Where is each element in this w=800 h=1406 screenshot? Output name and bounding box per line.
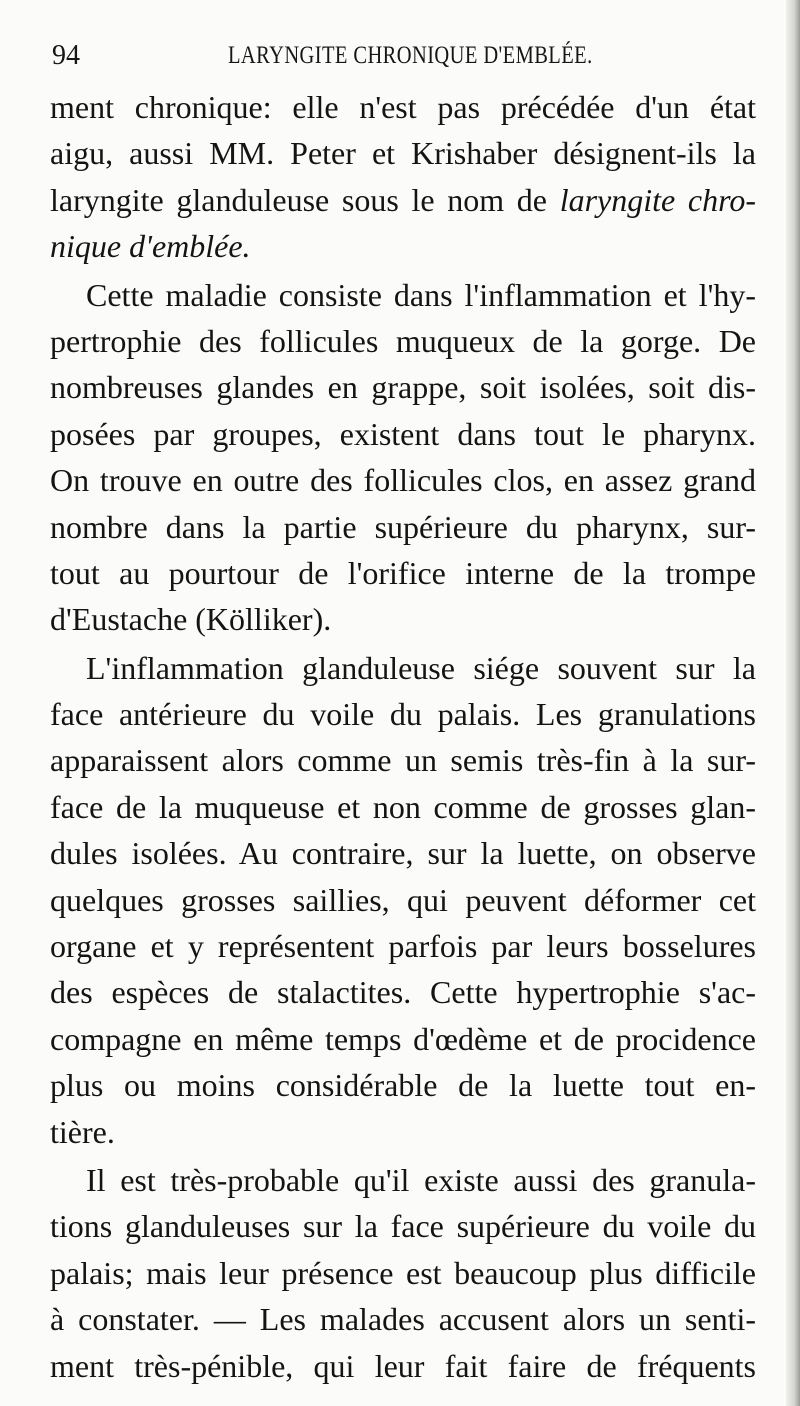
- text-line: tière.: [50, 1113, 115, 1150]
- text-line: compagne en même temps d'œdème et de procidence: [50, 1020, 756, 1057]
- text-line: On trouve en outre des follicules clos, en assez grand: [50, 462, 756, 499]
- text-line: nombreuses glandes en grappe, soit isolées, soit dis-: [50, 369, 756, 406]
- text-line: d'Eustache (Kölliker).: [50, 601, 332, 638]
- text-line: tout au pourtour de l'orifice interne de la trompe: [50, 554, 756, 591]
- text-line: ment chronique: elle n'est pas précédée d'un état: [50, 89, 756, 125]
- text-segment: laryngite glanduleuse sous le nom de: [50, 181, 560, 218]
- running-title: LARYNGITE CHRONIQUE D'EMBLÉE.: [228, 42, 593, 69]
- running-head: [52, 36, 752, 76]
- text-line: nombre dans la partie supérieure du pharynx, sur-: [50, 508, 756, 545]
- text-line: apparaissent alors comme un semis très-fin à la sur-: [50, 742, 756, 779]
- text-line: pertrophie des follicules muqueux de la gorge. De: [50, 322, 756, 359]
- paragraph-first-line: Cette maladie consiste dans l'inflammation et l'hy-: [86, 276, 756, 313]
- text-line: face antérieure du voile du palais. Les granulations: [50, 696, 756, 733]
- text-line: [50, 223, 756, 269]
- text-line: face de la muqueuse et non comme de grosses glan-: [50, 788, 756, 825]
- text-line: dules isolées. Au contraire, sur la luette, on observe: [50, 835, 756, 872]
- text-line: tions glanduleuses sur la face supérieure du voile du: [50, 1208, 756, 1245]
- text-line: à constater. — Les malades accusent alors un senti-: [50, 1301, 756, 1338]
- text-line: organe et y représentent parfois par leurs bosselures: [50, 928, 756, 965]
- text-line: palais; mais leur présence est beaucoup plus difficile: [50, 1254, 756, 1291]
- text-line: quelques grosses saillies, qui peuvent déformer cet: [50, 881, 756, 918]
- text-line: des espèces de stalactites. Cette hypertrophie s'ac-: [50, 974, 756, 1011]
- page-number: 94: [52, 40, 80, 71]
- text-line: ment très-pénible, qui leur fait faire de fréquents: [50, 1347, 756, 1384]
- italic-term: nique d'emblée.: [50, 228, 251, 265]
- text-line: [50, 177, 756, 223]
- page-edge-shadow: [786, 0, 800, 1406]
- text-line: aigu, aussi MM. Peter et Krishaber désignent-ils la: [50, 135, 756, 172]
- text-line: posées par groupes, existent dans tout le pharynx.: [50, 415, 756, 452]
- italic-term: laryngite chro-: [559, 181, 757, 218]
- paragraph-first-line: L'inflammation glanduleuse siége souvent sur la: [86, 649, 756, 686]
- text-line: plus ou moins considérable de la luette tout en-: [50, 1067, 756, 1104]
- body-text: [50, 84, 756, 1389]
- paragraph-first-line: Il est très-probable qu'il existe aussi des granula-: [86, 1161, 756, 1198]
